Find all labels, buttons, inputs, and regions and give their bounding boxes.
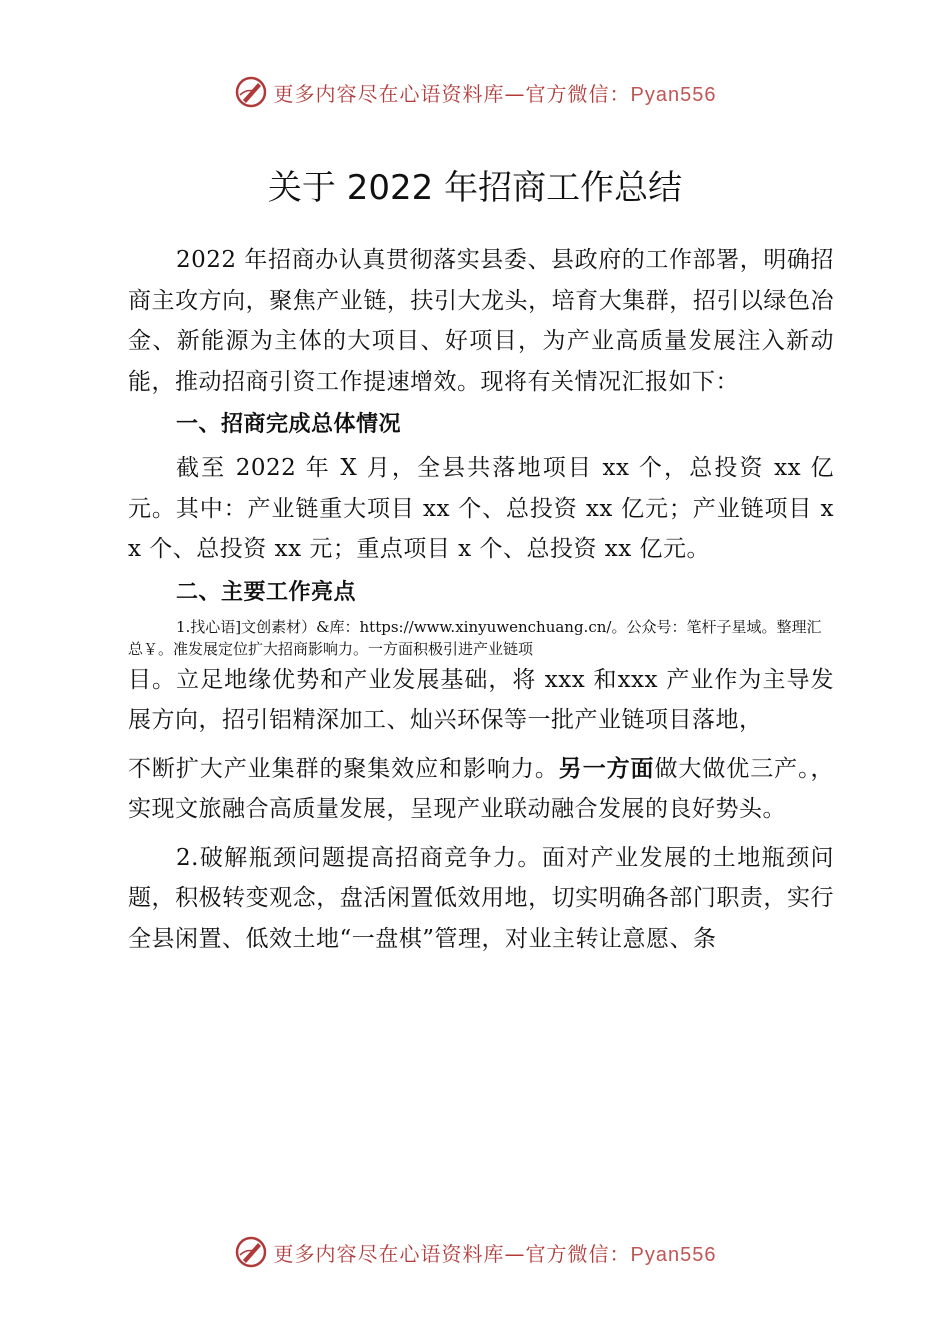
section2-heading: 二、主要工作亮点 (176, 579, 357, 605)
watermark-text: 更多内容尽在心语资料库—官方微信：Pyan556 (273, 81, 717, 106)
point1-continuation-2 (128, 749, 834, 830)
watermark-banner-top (0, 72, 950, 112)
point2-paragraph: 2.破解瓶颈问题提高招商竞争力。面对产业发展的土地瓶颈问题，积极转变观念，盘活闲置低效用地，切实明确各部门职责，实行全县闲置、低效土地“一盘棋”管理，对业主转让意愿、条 (128, 844, 834, 952)
point1-inserted-text: 1.找心语]文创素材）&库：https://www.xinyuwenchuang.cn/。公众号：笔杆子星域。整理汇总￥。准发展定位扩大招商影响力。一方面积极引进产业链项 (128, 617, 822, 658)
document-title: 关于 2022 年招商工作总结 (267, 168, 683, 208)
document-body (128, 240, 834, 959)
point1-continuation: 目。立足地缘优势和产业发展基础，将 xxx 和xxx 产业作为主导发展方向，招引铝精深加工、灿兴环保等一批产业链项目落地， (128, 666, 834, 733)
wechat-id: Pyan556 (630, 1243, 717, 1266)
watermark-text: 更多内容尽在心语资料库—官方微信：Pyan556 (273, 1241, 717, 1266)
section1-paragraph: 截至 2022 年 X 月，全县共落地项目 xx 个，总投资 xx 亿元。其中：产业链重大项目 xx 个、总投资 xx 亿元；产业链项目 xx 个、总投资 xx 元；重点项目 x 个、总投资 xx 亿元。 (128, 455, 834, 562)
wechat-id: Pyan556 (630, 83, 717, 106)
watermark-banner-bottom (0, 1232, 950, 1272)
point1-text-a: 不断扩大产业集群的聚集效应和影响力。 (128, 755, 559, 782)
pen-logo-icon (234, 1235, 268, 1269)
section1-heading: 一、招商完成总体情况 (176, 412, 402, 437)
pen-logo-icon (234, 75, 268, 109)
intro-paragraph: 2022 年招商办认真贯彻落实县委、县政府的工作部署，明确招商主攻方向，聚焦产业链，扶引大龙头，培育大集群，招引以绿色冶金、新能源为主体的大项目、好项目，为产业高质量发展注入新动能，推动招商引资工作提速增效。现将有关情况汇报如下： (128, 247, 834, 395)
point1-text-b: 做大做优三产。，实现文旅融合高质量发展，呈现产业联动融合发展的良好势头。 (128, 755, 835, 822)
point1-bold-phrase: 另一方面 (558, 755, 655, 782)
